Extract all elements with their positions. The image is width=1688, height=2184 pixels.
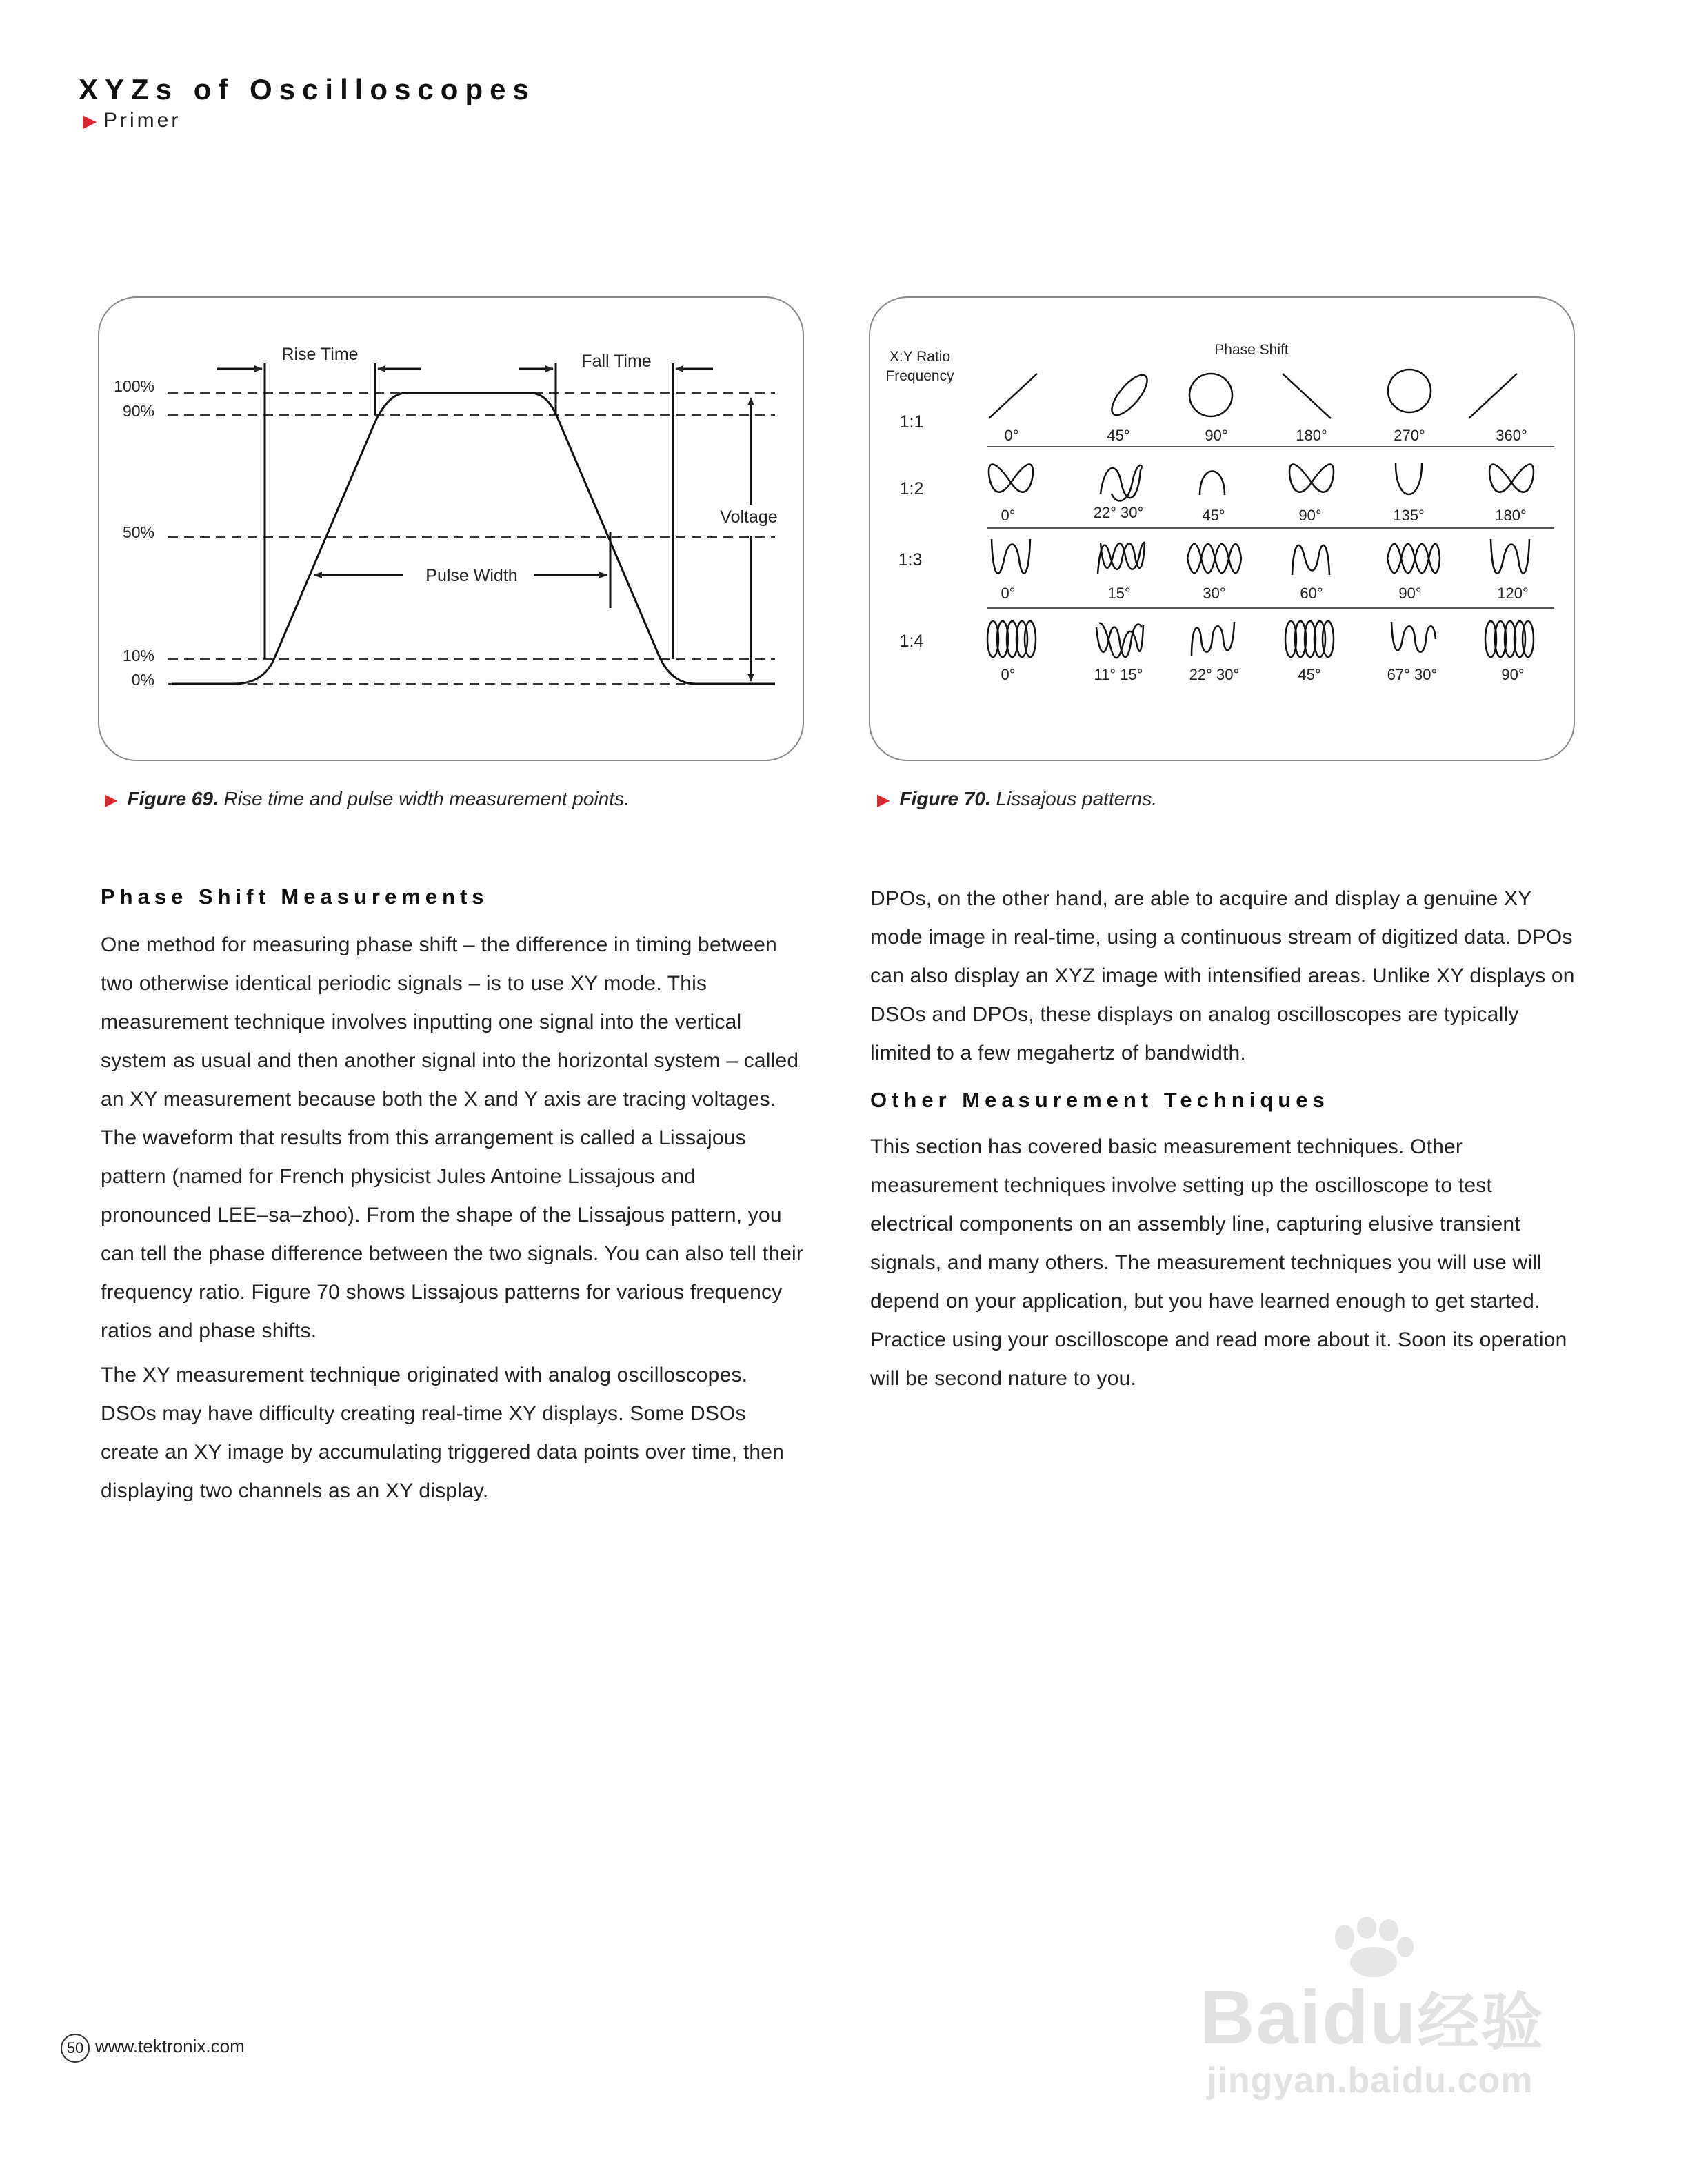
phase-label: 180°	[1296, 427, 1327, 444]
document-subtitle	[83, 109, 181, 132]
reference-lines	[168, 393, 778, 684]
row-1-3-labels	[1001, 585, 1528, 602]
voltage-label: Voltage	[720, 507, 778, 527]
ratio-1-2: 1:2	[899, 479, 924, 498]
row-1-2-patterns	[989, 463, 1534, 501]
row-1-1-patterns	[989, 370, 1517, 421]
fall-time-label: Fall Time	[581, 352, 652, 371]
phase-label: 30°	[1203, 585, 1226, 602]
row-1-1-labels	[1004, 427, 1527, 444]
phase-label: 0°	[1001, 507, 1016, 524]
footer-url: www.tektronix.com	[95, 2036, 245, 2056]
phase-label: 90°	[1298, 507, 1322, 524]
lissajous-table	[870, 298, 1574, 760]
figure-69-frame	[98, 296, 804, 761]
level-0: 0%	[131, 671, 154, 689]
row-1-4-patterns	[987, 621, 1534, 658]
phase-label: 0°	[1001, 585, 1016, 602]
figure-69-caption: ▶ Figure 69. Rise time and pulse width measurement points.	[105, 788, 630, 809]
document-title: XYZs of Oscilloscopes	[79, 73, 536, 105]
other-techniques-paragraph: This section has covered basic measurement techniques. Other measurement techniques involve setting up the oscilloscope to test electrical components on an assembly line, capturing elusive transient signals, and many others. The measurement techniques you will use will depend on your application, but you have learned enough to get started. Practice using your oscilloscope and read more about it. Soon its operation will be second nature to you.	[870, 1135, 1567, 1390]
level-100: 100%	[114, 377, 154, 395]
phase-label: 90°	[1205, 427, 1228, 444]
phase-label: 15°	[1107, 585, 1131, 602]
watermark-brand: Baidu经验	[1200, 1975, 1545, 2060]
watermark-url: jingyan.baidu.com	[1207, 2061, 1534, 2101]
figure-70-frame	[869, 296, 1575, 761]
phase-label: 67° 30°	[1387, 666, 1438, 683]
row-1-3-patterns	[992, 539, 1529, 575]
paw-logo-icon	[1317, 1917, 1427, 1979]
phase-label: 60°	[1300, 585, 1323, 602]
phase-label: 90°	[1501, 666, 1525, 683]
phase-label: 90°	[1398, 585, 1422, 602]
phase-label: 0°	[1001, 666, 1016, 683]
phase-label: 45°	[1107, 427, 1130, 444]
figure-70-caption: ▶ Figure 70. Lissajous patterns.	[877, 788, 1157, 809]
ratio-1-1: 1:1	[899, 412, 924, 432]
rise-time-label: Rise Time	[281, 345, 359, 364]
phase-label: 360°	[1496, 427, 1527, 444]
phase-shift-paragraph-2: The XY measurement technique originated with analog oscilloscopes. DSOs may have difficulty creating real-time XY displays. Some DSOs create an XY image by accumulating triggered data points over time, then displaying two channels as an XY display.	[101, 1364, 785, 1502]
red-triangle-icon: ▶	[83, 110, 97, 131]
level-90: 90%	[122, 402, 154, 420]
phase-shift-header: Phase Shift	[1214, 342, 1289, 358]
rise-time-diagram	[99, 298, 803, 760]
red-triangle-icon: ▶	[877, 791, 890, 809]
marker-lines	[265, 363, 673, 659]
dpo-paragraph: DPOs, on the other hand, are able to acquire and display a genuine XY mode image in real-time, using a continuous stream of digitized data. DPOs can also display an XYZ image with intensified areas. Unlike XY displays on DSOs and DPOs, these displays on analog oscilloscopes are typically limited to a few megahertz of bandwidth.	[870, 887, 1575, 1064]
page-number-badge: 50	[61, 2034, 90, 2063]
ratio-header-line1: X:Y Ratio	[889, 349, 951, 365]
other-techniques-heading: Other Measurement Techniques	[870, 1088, 1329, 1112]
row-1-4-labels	[1001, 666, 1524, 683]
phase-label: 45°	[1298, 666, 1321, 683]
pulse-waveform	[172, 393, 778, 684]
ratio-1-4: 1:4	[899, 631, 924, 651]
phase-label: 45°	[1202, 507, 1225, 524]
phase-label: 22° 30°	[1093, 504, 1144, 521]
ratio-header-line2: Frequency	[885, 368, 954, 384]
red-triangle-icon: ▶	[105, 791, 118, 809]
phase-shift-paragraph-1: One method for measuring phase shift – the difference in timing between two otherwise identical periodic signals – is to use XY mode. This measurement technique involves inputting one signal into the vertical system as usual and then another signal into the horizontal system – called an XY measurement because both the X and Y axis are tracing voltages. The waveform that results from this arrangement is called a Lissajous pattern (named for French physicist Jules Antoine Lissajous and pronounced LEE–sa–zhoo). From the shape of the Lissajous pattern, you can tell the phase difference between the two signals. You can also tell their frequency ratio. Figure 70 shows Lissajous patterns for various frequency ratios and phase shifts.	[101, 933, 804, 1342]
phase-label: 180°	[1495, 507, 1527, 524]
phase-label: 22° 30°	[1189, 666, 1240, 683]
row-1-2-labels	[1001, 504, 1526, 524]
level-50: 50%	[122, 523, 154, 541]
pulse-width-label: Pulse Width	[425, 566, 518, 585]
ratio-1-3: 1:3	[898, 550, 923, 569]
baidu-watermark	[1200, 1917, 1572, 2101]
phase-label: 120°	[1497, 585, 1529, 602]
level-10: 10%	[122, 647, 154, 665]
phase-label: 270°	[1394, 427, 1425, 444]
subtitle-text: Primer	[103, 109, 181, 132]
phase-label: 0°	[1004, 427, 1019, 444]
phase-shift-heading: Phase Shift Measurements	[101, 884, 489, 909]
phase-label: 11° 15°	[1094, 666, 1143, 683]
phase-label: 135°	[1393, 507, 1425, 524]
